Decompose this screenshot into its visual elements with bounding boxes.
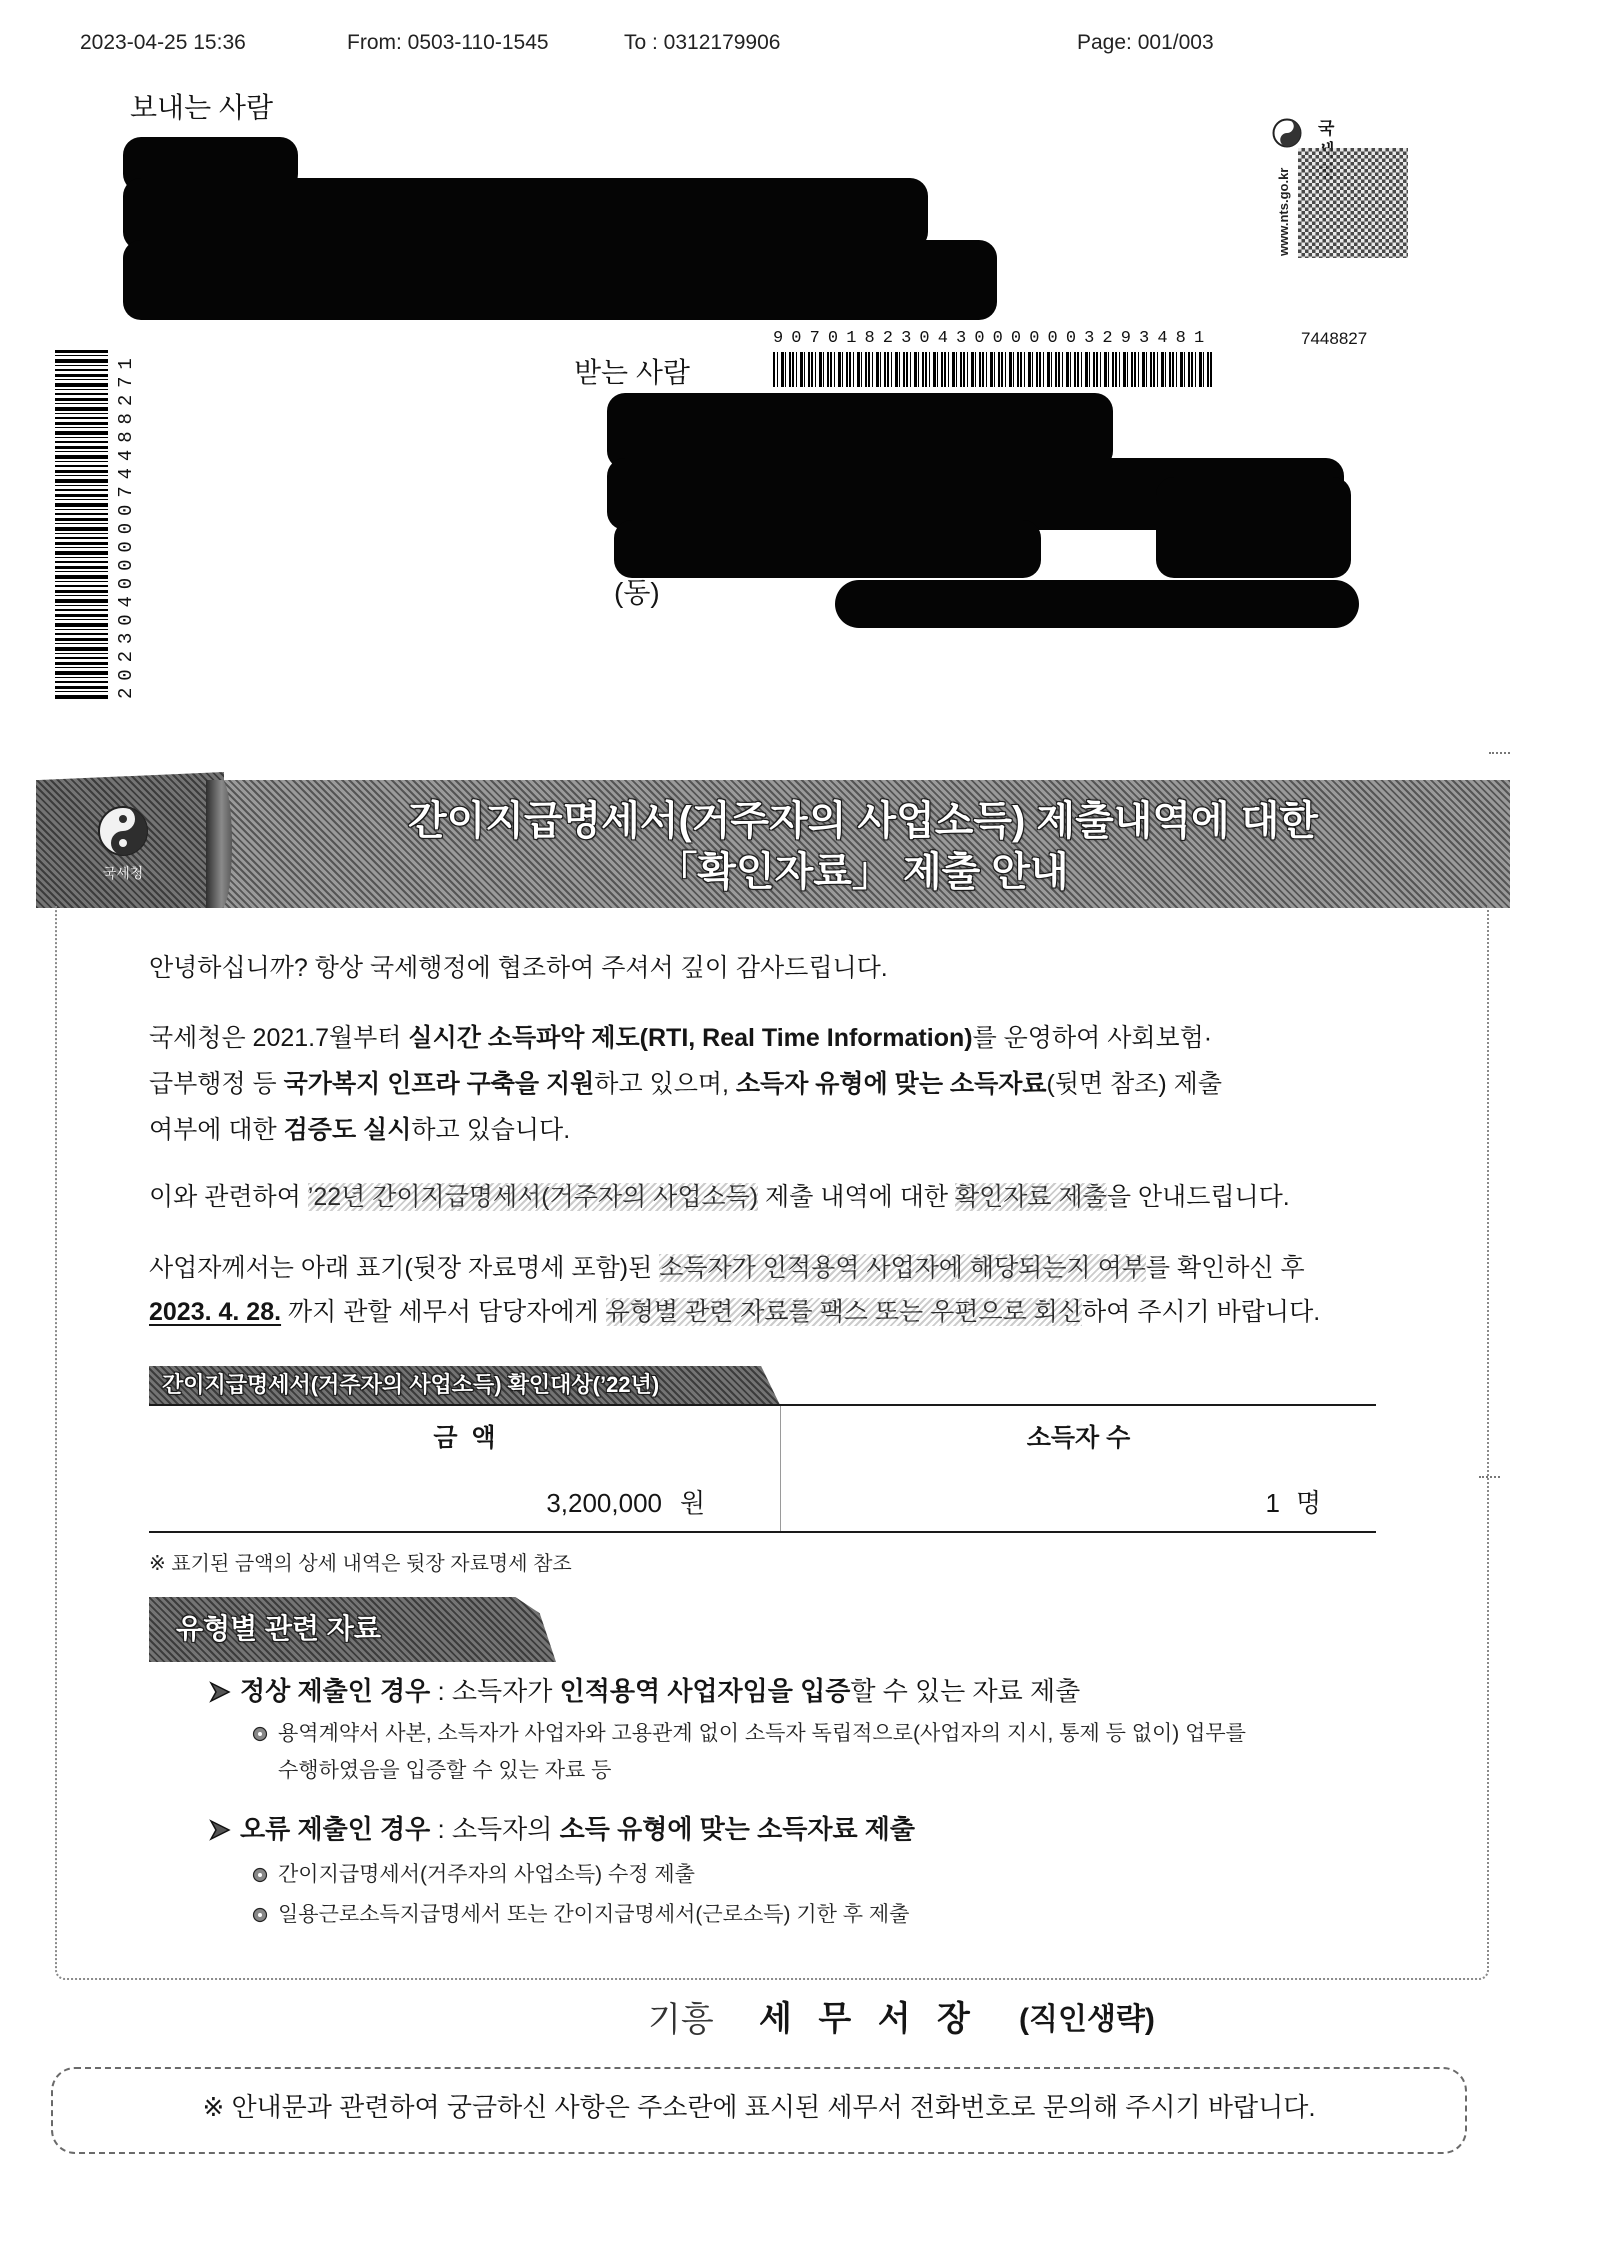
plain-text: 사업자께서는 아래 표기(뒷장 자료명세 포함)된 [149,1254,660,1282]
plain-text: 를 운영하여 사회보험· [972,1024,1213,1052]
amount-header: 금 액 [433,1424,496,1452]
footer-notice-text: ※ 안내문과 관련하여 궁금하신 사항은 주소란에 표시된 세무서 전화번호로 문의해 주시기 바랍니다. [202,2092,1316,2122]
emphasis-text: 소득 유형에 맞는 소득자료 제출 [559,1814,916,1844]
fax-page: Page: 001/003 [1077,31,1214,54]
nts-logo-label: 국 [1318,119,1335,138]
request-line-2 [149,1296,1320,1328]
emphasis-text: 실시간 소득파악 제도(RTI, Real Time Information) [408,1024,973,1052]
plain-text: 할 수 있는 자료 제출 [850,1676,1081,1706]
purpose-paragraph [149,1181,1290,1213]
emphasis-text: 국가복지 인프라 구축을 지원 [283,1070,595,1098]
seal-omitted-note: (직인생략) [1019,2003,1155,2036]
case-label: 정상 제출인 경우 [240,1676,431,1706]
sub-item-text: 수행하였음을 입증할 수 있는 자료 등 [278,1759,612,1782]
plain-text: 하고 있으며, [594,1070,736,1098]
edge-mark [1489,752,1510,754]
nts-emblem-icon [1272,118,1302,148]
banner-title-line2: 「확인자료」 제출 안내 [657,850,1069,894]
sub-bullet-icon [252,1907,268,1923]
reference-number: 7448827 [1301,329,1368,348]
nts-emblem-icon [97,805,149,857]
recipient-dong: (동) [614,577,660,608]
tax-office-title: 세 무 서 장 [759,2001,979,2038]
sub-item-text: 일용근로소득지급명세서 또는 간이지급명세서(근로소득) 기한 후 제출 [278,1903,910,1926]
redaction-mark [123,240,997,320]
case-label: 오류 제출인 경우 [240,1814,431,1844]
plain-text: 를 확인하신 후 [1145,1254,1305,1282]
count-header: 소득자 수 [1026,1424,1131,1452]
redaction-mark [614,520,1041,578]
sub-bullet-icon [252,1726,268,1742]
sub-item-text: 용역계약서 사본, 소득자가 사업자와 고용관계 없이 소득자 독립적으로(사업자의 지시, 통제 등 없이) 업무를 [278,1722,1246,1745]
plain-text: 하여 주시기 바랍니다. [1081,1298,1321,1326]
plain-text: (뒷면 참조) 제출 [1046,1070,1222,1098]
highlighted-text: ’22년 간이지급명세서(거주자의 사업소득) [307,1183,759,1211]
amount-value: 3,200,000 [546,1488,662,1518]
table-caption: 간이지급명세서(거주자의 사업소득) 확인대상(’22년) [162,1372,660,1397]
banner-title-line1: 간이지급명세서(거주자의 사업소득) 제출내역에 대한 [407,799,1319,843]
emphasis-text: 인적용역 사업자임을 입증 [559,1676,851,1706]
recipient-label: 받는 사람 [574,357,690,388]
table-top-rule [149,1404,1376,1406]
sub-item-text: 간이지급명세서(거주자의 사업소득) 수정 제출 [278,1863,695,1886]
greeting-paragraph: 안녕하십니까? 항상 국세행정에 협조하여 주셔서 깊이 감사드립니다. [149,954,888,982]
top-barcode [773,352,1214,387]
side-barcode-number: 2023040000074488271 [115,351,137,699]
plain-text: 하고 있습니다. [411,1116,571,1144]
sub-bullet-icon [252,1867,268,1883]
error-submission-item [240,1812,915,1846]
qr-code-pattern [1298,148,1408,258]
count-unit: 명 [1296,1488,1322,1518]
request-line-1 [149,1252,1305,1284]
arrow-bullet-icon [208,1680,232,1704]
tax-office-name: 기흥 [648,2001,714,2039]
plain-text: 급부행정 등 [149,1070,284,1098]
intro-line-3 [149,1114,570,1146]
deadline-date: 2023. 4. 28. [149,1298,282,1326]
emphasis-text: 검증도 실시 [283,1116,412,1144]
nts-url: www.nts.go.kr [1276,167,1291,256]
highlighted-text: 유형별 관련 자료를 팩스 또는 우편으로 회신 [605,1298,1082,1326]
emphasis-text: 소득자 유형에 맞는 소득자료 [735,1070,1047,1098]
plain-text: 을 안내드립니다. [1106,1183,1290,1211]
count-value: 1 [1265,1488,1280,1518]
fax-from: From: 0503-110-1545 [347,31,549,54]
fax-to: To : 0312179906 [624,31,781,54]
normal-submission-item [240,1674,1080,1708]
intro-line-2 [149,1068,1222,1100]
plain-text: : 소득자가 [430,1676,560,1706]
table-bottom-rule [149,1531,1376,1533]
redaction-mark [1156,477,1351,578]
plain-text: : 소득자의 [430,1814,560,1844]
redacted-address-bar [835,580,1359,628]
arrow-bullet-icon [208,1818,232,1842]
plain-text: 까지 관할 세무서 담당자에게 [281,1298,606,1326]
plain-text: 제출 내역에 대한 [758,1183,955,1211]
intro-line-1 [149,1022,1212,1054]
fax-datetime: 2023-04-25 15:36 [80,31,246,54]
amount-unit: 원 [680,1488,706,1518]
table-note: ※ 표기된 금액의 상세 내역은 뒷장 자료명세 참조 [149,1553,572,1575]
highlighted-text: 소득자가 인적용역 사업자에 해당되는지 여부 [659,1254,1146,1282]
sender-label: 보내는 사람 [130,92,274,123]
banner-emblem-label: 국세청 [102,865,144,881]
section-title: 유형별 관련 자료 [176,1613,381,1644]
top-barcode-number: 907018230430000003293481 [773,329,1213,348]
plain-text: 국세청은 2021.7월부터 [149,1024,409,1052]
side-barcode [55,350,108,700]
highlighted-text: 확인자료 제출 [954,1183,1107,1211]
plain-text: 이와 관련하여 [149,1183,308,1211]
plain-text: 여부에 대한 [149,1116,284,1144]
